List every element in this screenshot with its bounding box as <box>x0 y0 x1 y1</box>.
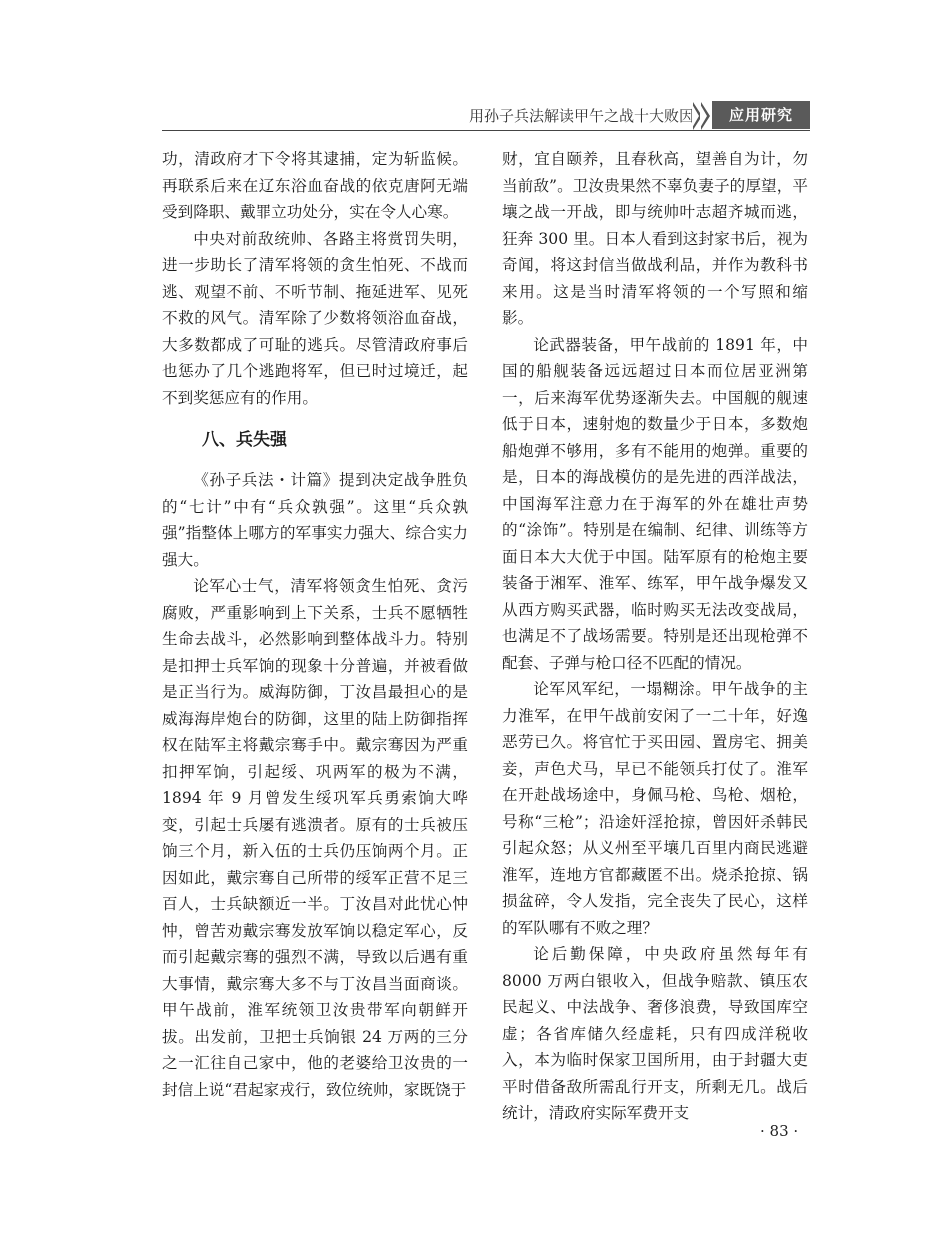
running-title: 用孙子兵法解读甲午之战十大败因 <box>468 107 694 125</box>
paragraph: 财，宜自颐养，且春秋高，望善自为计，勿当前敌”。卫汝贵果然不辜负妻子的厚望，平壤之战一开战，即与统帅叶志超齐城而逃，狂奔 300 里。日本人看到这封家书后，视为奇闻，将这封信当做战利品，并作为教科书来用。这是当时清军将领的一个写照和缩影。 <box>502 150 808 327</box>
left-column <box>162 146 468 1103</box>
right-column <box>502 146 808 1127</box>
paragraph: 中央对前敌统帅、各路主将赏罚失明，进一步助长了清军将领的贪生怕死、不战而逃、观望不前、不听节制、拖延进军、见死不救的风气。清军除了少数将领浴血奋战，大多数都成了可耻的逃兵。尽管清政府事后也惩办了几个逃跑将军，但已时过境迁，起不到奖惩应有的作用。 <box>162 229 468 407</box>
paragraph: 论武器装备，甲午战前的 1891 年，中国的船舰装备远远超过日本而位居亚洲第一，后来海军优势逐渐失去。中国舰的舰速低于日本，速射炮的数量少于日本，多数炮船炮弹不够用，多有不能用的炮弹。重要的是，日本的海战模仿的是先进的西洋战法，中国海军注意力在于海军的外在雄壮声势的“涂饰”。特别是在编制、纪律、训练等方面日本大大优于中国。陆军原有的枪炮主要装备于湘军、淮军、练军，甲午战争爆发又从西方购买武器，临时购买无法改变战局，也满足不了战场需要。特别是还出现枪弹不配套、子弹与枪口径不匹配的情况。 <box>502 335 808 672</box>
paragraph: 功，清政府才下令将其逮捕，定为斩监候。再联系后来在辽东浴血奋战的依克唐阿无端受到降职、戴罪立功处分，实在令人心寒。 <box>162 150 468 221</box>
paragraph: 《孙子兵法・计篇》提到决定战争胜负的“七计”中有“兵众孰强”。这里“兵众孰强”指整体上哪方的军事实力强大、综合实力强大。 <box>162 471 468 569</box>
section-tag: 应用研究 <box>712 101 810 129</box>
paragraph: 论后勤保障，中央政府虽然每年有 8000 万两白银收入，但战争赔款、镇压农民起义、中法战争、奢侈浪费，导致国库空虚；各省库储久经虚耗，只有四成洋税收入，本为临时保家卫国所用，由于封疆大吏平时借备敌所需乱行开支，所剩无几。战后统计，清政府实际军费开支 <box>502 945 808 1122</box>
header-rule <box>162 130 810 131</box>
paragraph: 论军风军纪，一塌糊涂。甲午战争的主力淮军，在甲午战前安闲了一二十年，好逸恶劳已久。将官忙于买田园、置房宅、拥美妾，声色犬马，早已不能领兵打仗了。淮军在开赴战场途中，身佩马枪、鸟枪、烟枪，号称“三枪”；沿途奸淫抢掠，曾因奸杀韩民引起众怒；从义州至平壤几百里内商民逃避淮军，连地方官都藏匿不出。烧杀抢掠、锅损盆碎，令人发指，完全丧失了民心，这样的军队哪有不败之理？ <box>502 680 808 937</box>
page-number: · 83 · <box>760 1122 799 1140</box>
chevron-right-icon-inner <box>700 104 707 128</box>
paragraph: 论军心士气，清军将领贪生怕死、贪污腐败，严重影响到上下关系，士兵不愿牺牲生命去战斗，必然影响到整体战斗力。特别是扣押士兵军饷的现象十分普遍，并被看做是正当行为。威海防御，丁汝昌最担心的是威海海岸炮台的防御，这里的陆上防御指挥权在陆军主将戴宗骞手中。戴宗骞因为严重扣押军饷，引起绥、巩两军的极为不满，1894 年 9 月曾发生绥巩军兵勇索饷大哗变，引起士兵屡有逃溃者。原有的士兵被压饷三个月，新入伍的士兵仍压饷两个月。正因如此，戴宗骞自己所带的绥军正营不足三百人，士兵缺额近一半。丁汝昌对此忧心忡忡，曾苦劝戴宗骞发放军饷以稳定军心，反而引起戴宗骞的强烈不满，导致以后遇有重大事情，戴宗骞大多不与丁汝昌当面商谈。甲午战前，淮军统领卫汝贵带军向朝鲜开拔。出发前，卫把士兵饷银 24 万两的三分之一汇往自己家中，他的老婆给卫汝贵的一封信上说“君起家戎行，致位统帅，家既饶于 <box>162 577 468 1099</box>
running-header <box>162 101 810 131</box>
chevron-right-icon-inner <box>692 104 699 128</box>
section-heading: 八、兵失强 <box>202 430 287 450</box>
